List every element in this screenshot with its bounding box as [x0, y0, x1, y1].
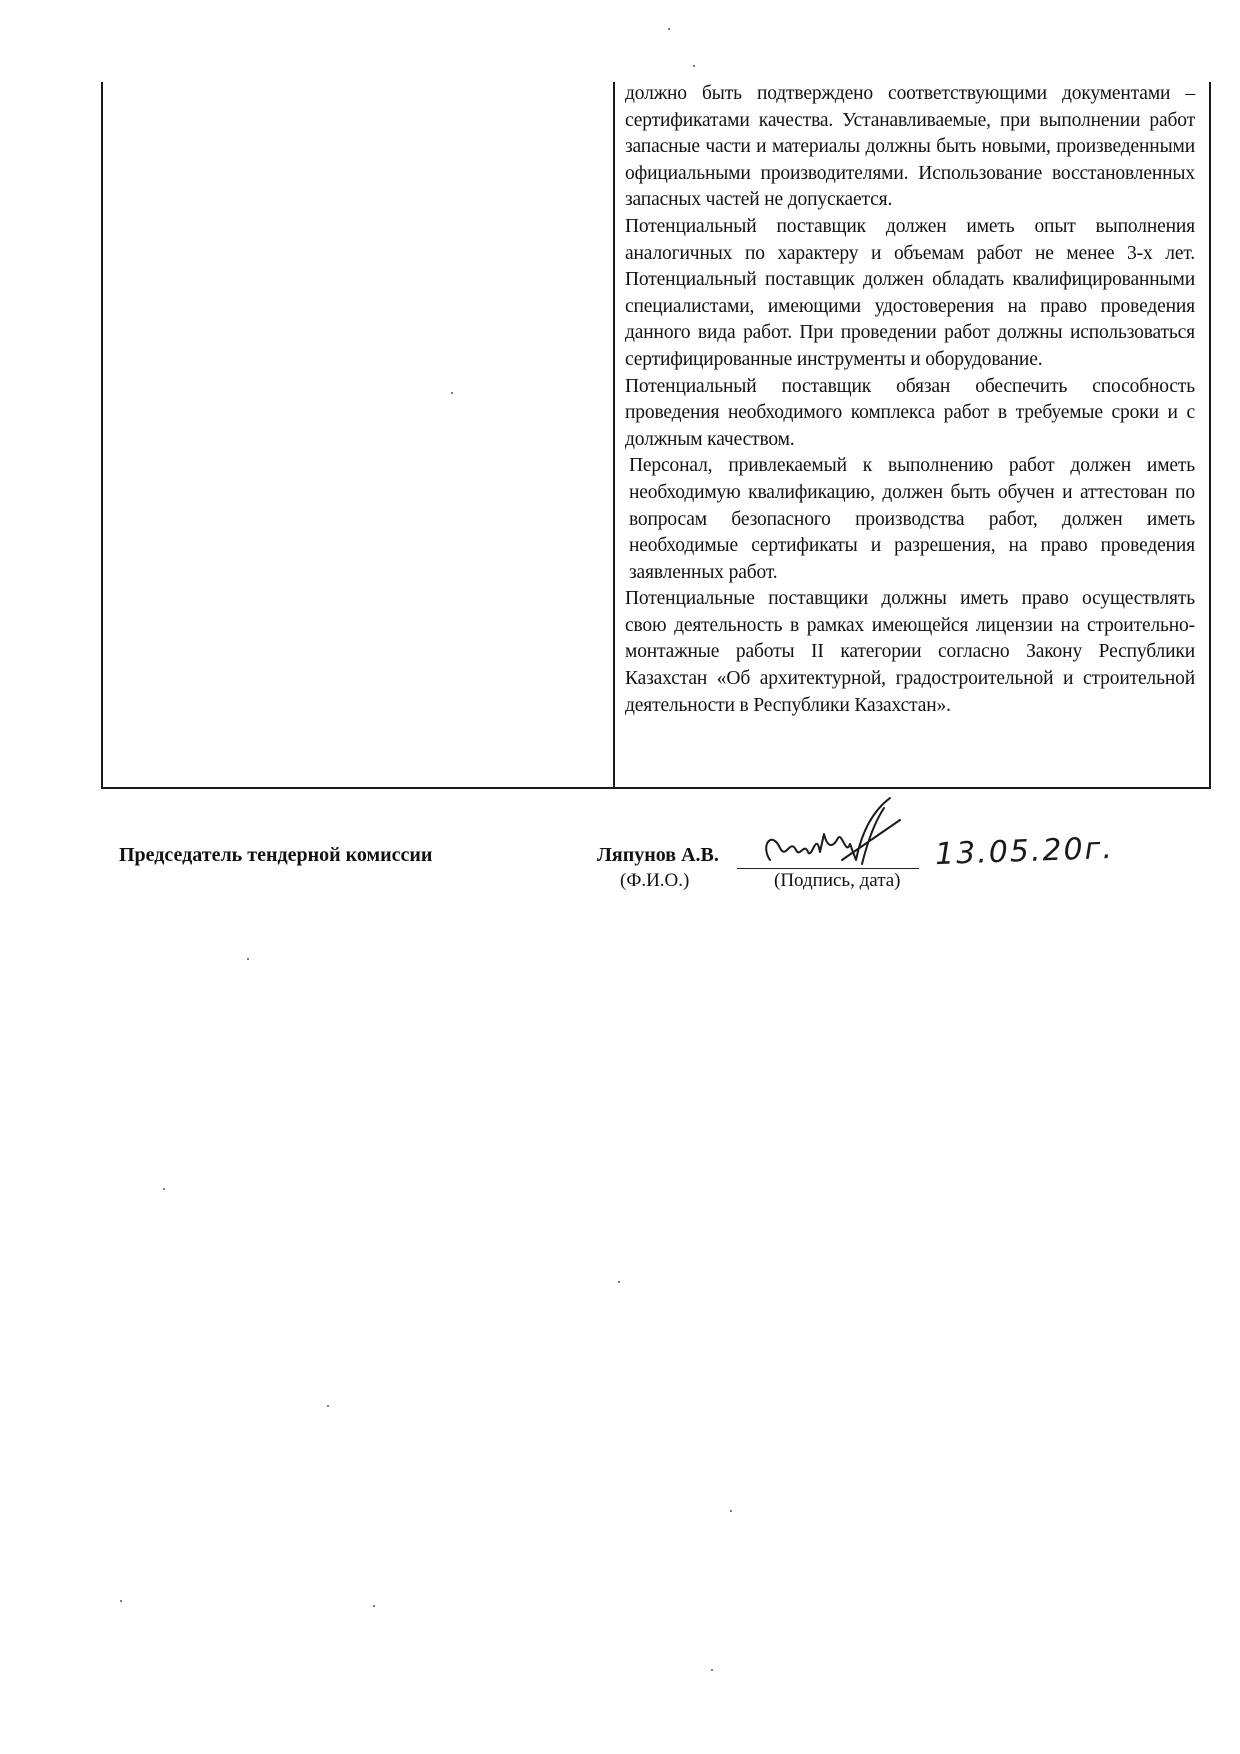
signature-block — [0, 830, 1240, 920]
scan-speck — [618, 1281, 620, 1283]
scan-speck — [451, 392, 453, 394]
table-right-border — [1209, 82, 1211, 788]
scan-speck — [668, 28, 670, 30]
scan-speck — [247, 958, 249, 960]
requirements-paragraph-3: Потенциальный поставщик обязан обеспечить способность проведения необходимого комплекса работ в требуемые сроки и с должным качеством. — [625, 375, 1195, 450]
scan-speck — [163, 1188, 165, 1190]
scan-speck — [373, 1605, 375, 1607]
requirements-paragraph-2: Потенциальный поставщик должен иметь опыт выполнения аналогичных по характеру и объемам работ не менее 3-х лет. Потенциальный поставщик должен обладать квалифицированными специалистами, имеющими удостоверения на право проведения данного вида работ. При проведении работ должны использоваться сертифицированные инструменты и оборудование. — [625, 215, 1195, 370]
scan-speck — [730, 1510, 732, 1512]
scan-speck — [120, 1600, 122, 1602]
requirements-paragraph-4: Персонал, привлекаемый к выполнению работ должен иметь необходимую квалификацию, должен быть обучен и аттестован по вопросам безопасного производства работ, должен иметь необходимые сертификаты и разрешения, на право проведения заявленных работ. — [629, 455, 1195, 583]
chairman-name: Ляпунов А.В. — [597, 844, 719, 866]
scan-speck — [693, 65, 695, 67]
table-left-border — [101, 82, 103, 788]
handwritten-signature — [750, 790, 930, 880]
table-bottom-border — [101, 787, 1211, 789]
scan-speck — [711, 1669, 713, 1671]
chairman-title: Председатель тендерной комиссии — [119, 844, 433, 866]
name-caption: (Ф.И.О.) — [620, 870, 690, 891]
signature-caption: (Подпись, дата) — [774, 870, 901, 891]
requirements-paragraph-5: Потенциальные поставщики должны иметь право осуществлять свою деятельность в рамках имеющейся лицензии на строительно-монтажные работы II категории согласно Закону Республики Казахстан «Об архитектурной, градостроительной и строительной деятельности в Республики Казахстан». — [625, 588, 1195, 716]
table-column-divider — [613, 82, 615, 788]
requirements-paragraph-1: должно быть подтверждено соответствующими документами – сертификатами качества. Устанавливаемые, при выполнении работ запасные части и материалы должны быть новыми, произведенными официальными производителями. Использование восстановленных запасных частей не допускается. — [625, 83, 1195, 211]
handwritten-date: 13.05.20г. — [934, 830, 1115, 873]
scan-speck — [327, 1405, 329, 1407]
requirements-text-cell — [625, 81, 1195, 781]
